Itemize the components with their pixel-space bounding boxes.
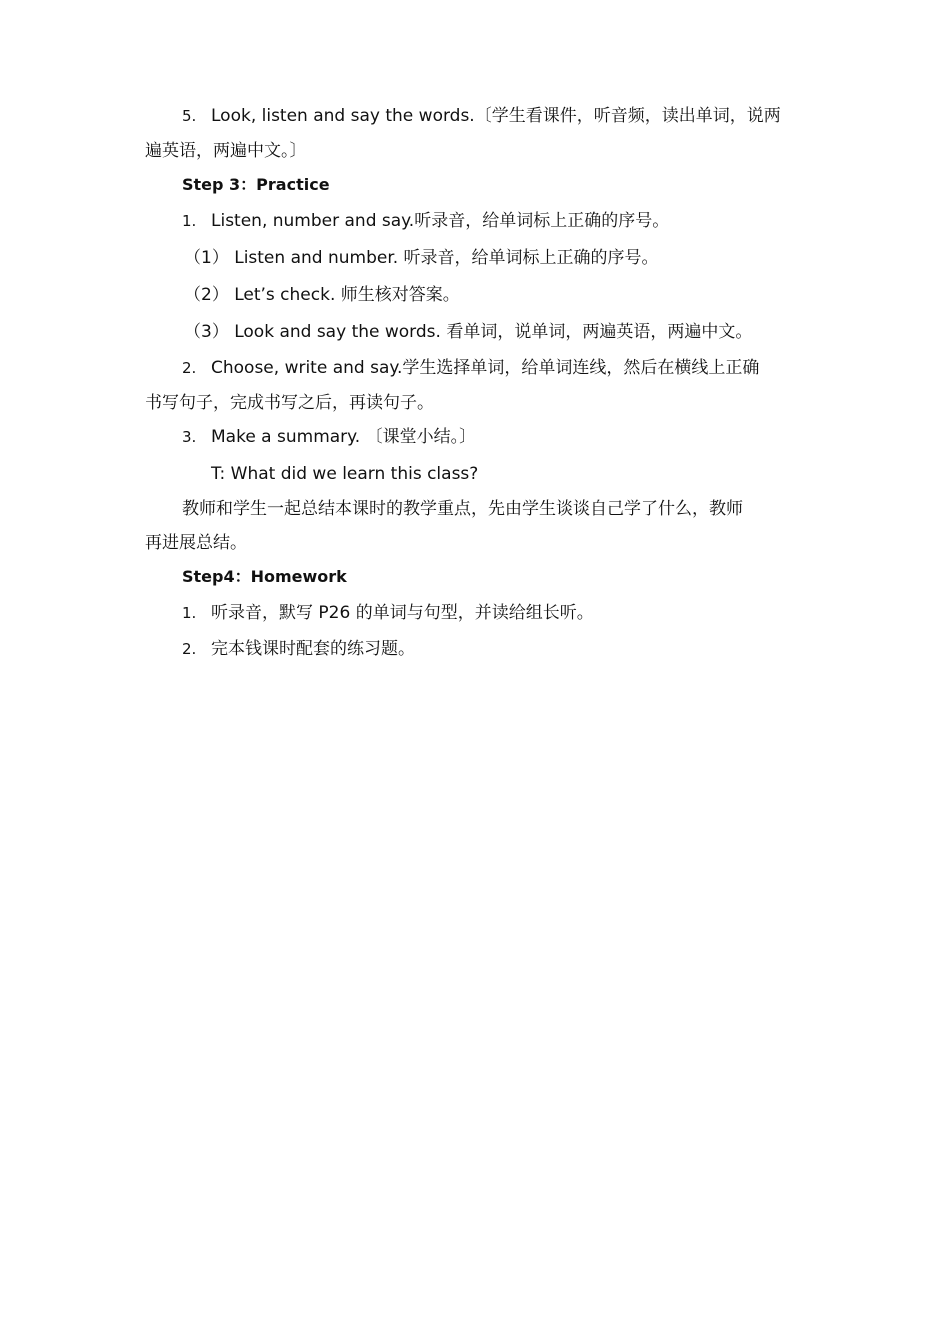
list-number: 3. [182, 428, 197, 446]
teacher-question: T: What did we learn this class? [211, 464, 479, 484]
list-text: 听录音，默写 P26 的单词与句型，并读给组长听。 [211, 603, 594, 623]
list-item-5 [182, 104, 847, 128]
list-number: 2. [182, 640, 197, 658]
list-text: Look, listen and say the words.〔学生看课件，听音频，读出单词，说两 [211, 106, 781, 126]
paragraph-continuation: 遍英语，两遍中文。〕 [145, 141, 307, 161]
list-number: 1. [182, 604, 197, 622]
list-number: 2. [182, 359, 197, 377]
sub-item-2: （2） Let’s check. 师生核对答案。 [184, 285, 460, 305]
list-text: Listen, number and say.听录音，给单词标上正确的序号。 [211, 211, 670, 231]
summary-paragraph: 教师和学生一起总结本课时的教学重点，先由学生谈谈自己学了什么，教师 [182, 499, 743, 519]
paragraph-continuation: 再进展总结。 [145, 533, 247, 553]
list-number: 5. [182, 107, 197, 125]
list-item-3 [182, 425, 847, 449]
list-text: Make a summary. 〔课堂小结。〕 [211, 427, 477, 447]
list-text: 完本钱课时配套的练习题。 [211, 639, 415, 659]
paragraph-continuation: 书写句子，完成书写之后，再读句子。 [145, 393, 434, 413]
list-text: Choose, write and say.学生选择单词，给单词连线，然后在横线上正确 [211, 358, 760, 378]
list-item-1 [182, 209, 847, 233]
section-heading-step4: Step4：Homework [182, 567, 347, 586]
list-number: 1. [182, 212, 197, 230]
sub-item-3: （3） Look and say the words. 看单词，说单词，两遍英语，两遍中文。 [184, 322, 753, 342]
sub-item-1: （1） Listen and number. 听录音，给单词标上正确的序号。 [184, 248, 659, 268]
list-item-2 [182, 356, 847, 380]
homework-item-2 [182, 637, 847, 661]
homework-item-1 [182, 601, 847, 625]
section-heading-step3: Step 3：Practice [182, 175, 330, 194]
